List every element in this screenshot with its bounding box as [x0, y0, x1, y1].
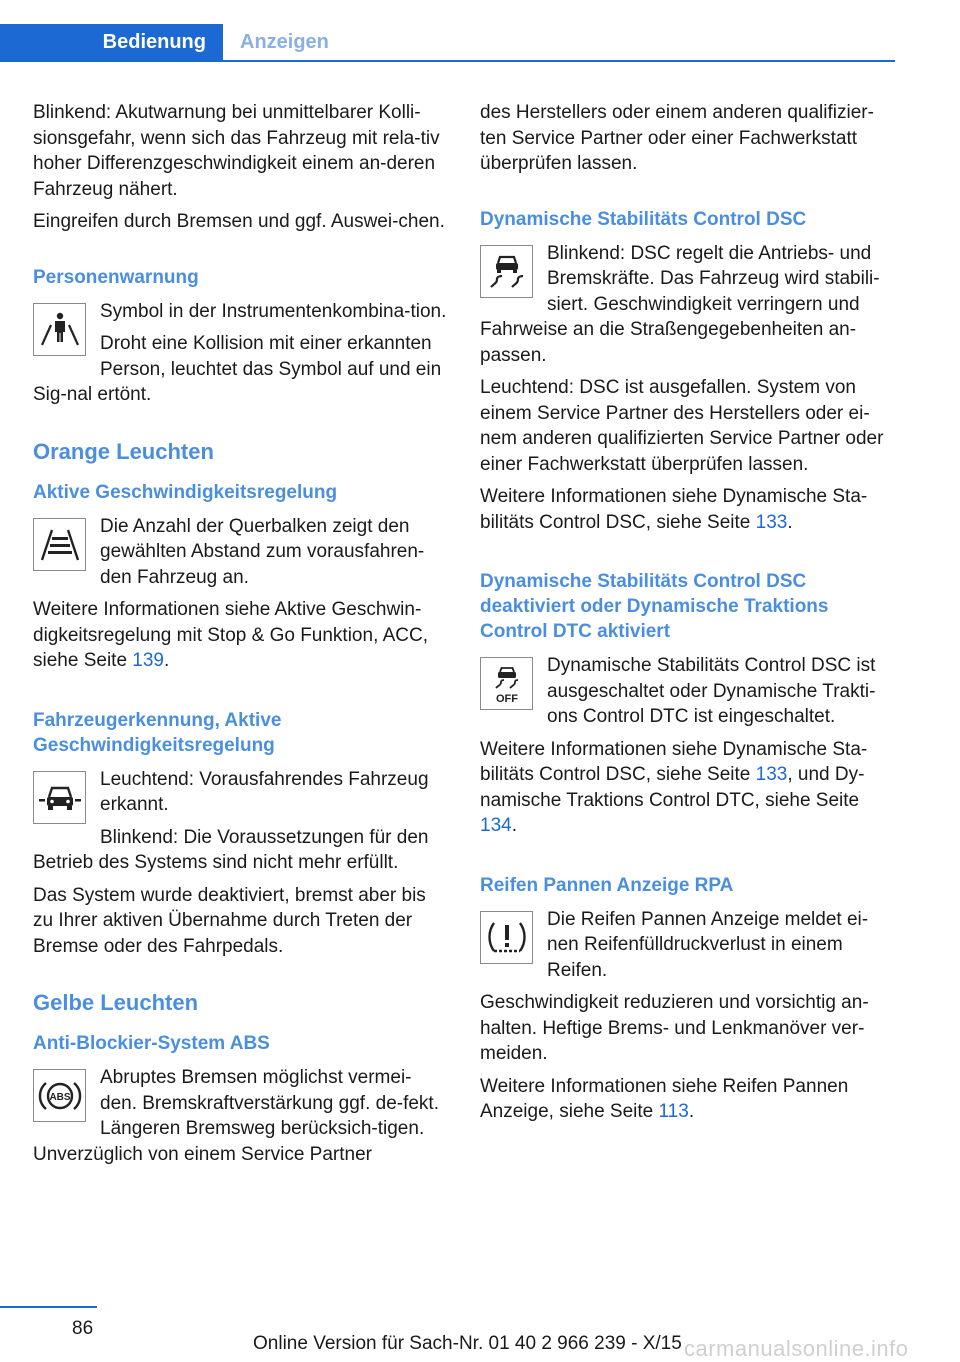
section-heading-dsc-off: Dynamische Stabilitäts Control DSC deaktiviert oder Dynamische Traktions Control DTC aktiviert [480, 571, 829, 642]
dsc-off-icon [480, 657, 533, 710]
paragraph: Geschwindigkeit reduzieren und vorsichtig an-halten. Heftige Brems- und Lenkmanöver ver-meiden. [480, 992, 869, 1064]
paragraph: Weitere Informationen siehe Dynamische Sta-bilitäts Control DSC, siehe Seite 133. [480, 486, 868, 533]
paragraph: Eingreifen durch Bremsen und ggf. Auswei-chen. [33, 211, 445, 232]
page-header [0, 0, 895, 62]
entry-personenwarnung [33, 299, 448, 415]
paragraph: Die Reifen Pannen Anzeige meldet ei-nen Reifenfülldruckverlust in einem Reifen. [547, 908, 869, 981]
entry-acc [33, 514, 448, 598]
tab-anzeigen[interactable]: Anzeigen [240, 31, 329, 53]
section-heading-rpa: Reifen Pannen Anzeige RPA [480, 874, 734, 896]
paragraph: Weitere Informationen siehe Dynamische Sta-bilitäts Control DSC, siehe Seite 133, und Dy-namische Traktions Control DTC, siehe Seite 134. [480, 738, 868, 836]
entry-vehicle-detection [33, 767, 448, 883]
page-link-133[interactable]: 133 [755, 511, 788, 533]
paragraph: Droht eine Kollision mit einer erkannten Person, leuchtet das Symbol auf und ein Sig-nal ertönt. [33, 333, 442, 405]
paragraph: Leuchtend: DSC ist ausgefallen. System von einem Service Partner des Herstellers oder ei-nem anderen qualifizierten Service Partner oder einer Fachwerkstatt überprüfen lassen. [480, 377, 884, 475]
page-link-139[interactable]: 139 [132, 650, 164, 671]
left-column [33, 100, 448, 1174]
right-column [480, 100, 895, 1132]
watermark: carmanualsonline.info [684, 1336, 909, 1361]
paragraph: Blinkend: Akutwarnung bei unmittelbarer Kolli-sionsgefahr, wenn sich das Fahrzeug mit rela-tiv hoher Differenzgeschwindigkeit einem an-deren Fahrzeug nähert. [33, 102, 440, 200]
paragraph: Blinkend: Die Voraussetzungen für den Betrieb des Systems sind nicht mehr erfüllt. [33, 826, 429, 873]
section-heading-abs: Anti-Blockier-System ABS [33, 1033, 270, 1054]
paragraph: Symbol in der Instrumentenkombina-tion. [100, 300, 447, 322]
paragraph: des Herstellers oder einem anderen qualifizier-ten Service Partner oder einer Fachwerkstatt überprüfen lassen. [480, 102, 874, 174]
dsc-icon [480, 245, 533, 298]
paragraph: Die Anzahl der Querbalken zeigt den gewählten Abstand zum vorausfahren-den Fahrzeug an. [100, 515, 425, 588]
entry-abs [33, 1065, 448, 1167]
vehicle-ahead-icon [33, 771, 86, 824]
page-number: 86 [72, 1318, 94, 1339]
paragraph: Blinkend: DSC regelt die Antriebs- und Bremskräfte. Das Fahrzeug wird stabili-siert. Geschwindigkeit verringern und Fahrweise an die Straßengegebenheiten an-passen. [480, 242, 880, 366]
online-version-text: Online Version für Sach-Nr. 01 40 2 966 239 - X/15 [253, 1333, 682, 1354]
footer-divider [0, 1306, 97, 1308]
section-heading-orange: Orange Leuchten [33, 438, 214, 464]
pedestrian-warning-icon [33, 303, 86, 356]
tab-bedienung[interactable]: Bedienung [0, 24, 223, 61]
svg-text:OFF: OFF [495, 692, 518, 705]
section-heading-acc: Aktive Geschwindigkeitsregelung [33, 481, 338, 503]
page-link-134[interactable]: 134 [480, 815, 512, 836]
section-heading-dsc: Dynamische Stabilitäts Control DSC [480, 208, 807, 230]
entry-dsc [480, 241, 895, 369]
abs-icon [33, 1069, 86, 1122]
entry-rpa [480, 907, 895, 991]
header-divider [0, 60, 895, 62]
distance-bars-icon [33, 518, 86, 571]
paragraph: Abruptes Bremsen möglichst vermei-den. Bremskraftverstärkung ggf. de-fekt. Längeren Bremsweg berücksich-tigen. Unverzüglich von einem Service Partner [33, 1067, 439, 1165]
tire-pressure-icon [480, 911, 533, 964]
page-link-113[interactable]: 113 [658, 1101, 689, 1122]
page-link-133[interactable]: 133 [755, 764, 788, 785]
svg-text:ABS: ABS [48, 1091, 71, 1103]
section-heading-vehicle-detection: Fahrzeugerkennung, Aktive Geschwindigkeitsregelung [33, 709, 282, 756]
section-heading-personenwarnung: Personenwarnung [33, 266, 199, 288]
paragraph: Weitere Informationen siehe Aktive Geschwin-digkeitsregelung mit Stop & Go Funktion, ACC, siehe Seite 139. [33, 599, 428, 671]
entry-dsc-off [480, 653, 895, 737]
paragraph: Weitere Informationen siehe Reifen Pannen Anzeige, siehe Seite 113. [480, 1075, 849, 1122]
paragraph: Dynamische Stabilitäts Control DSC ist ausgeschaltet oder Dynamische Trakti-ons Control DTC ist eingeschaltet. [547, 655, 876, 727]
paragraph: Das System wurde deaktiviert, bremst aber bis zu Ihrer aktiven Übernahme durch Treten der Bremse oder des Fahrpedals. [33, 884, 426, 957]
section-heading-yellow: Gelbe Leuchten [33, 990, 199, 1015]
paragraph: Leuchtend: Vorausfahrendes Fahrzeug erkannt. [100, 768, 429, 815]
